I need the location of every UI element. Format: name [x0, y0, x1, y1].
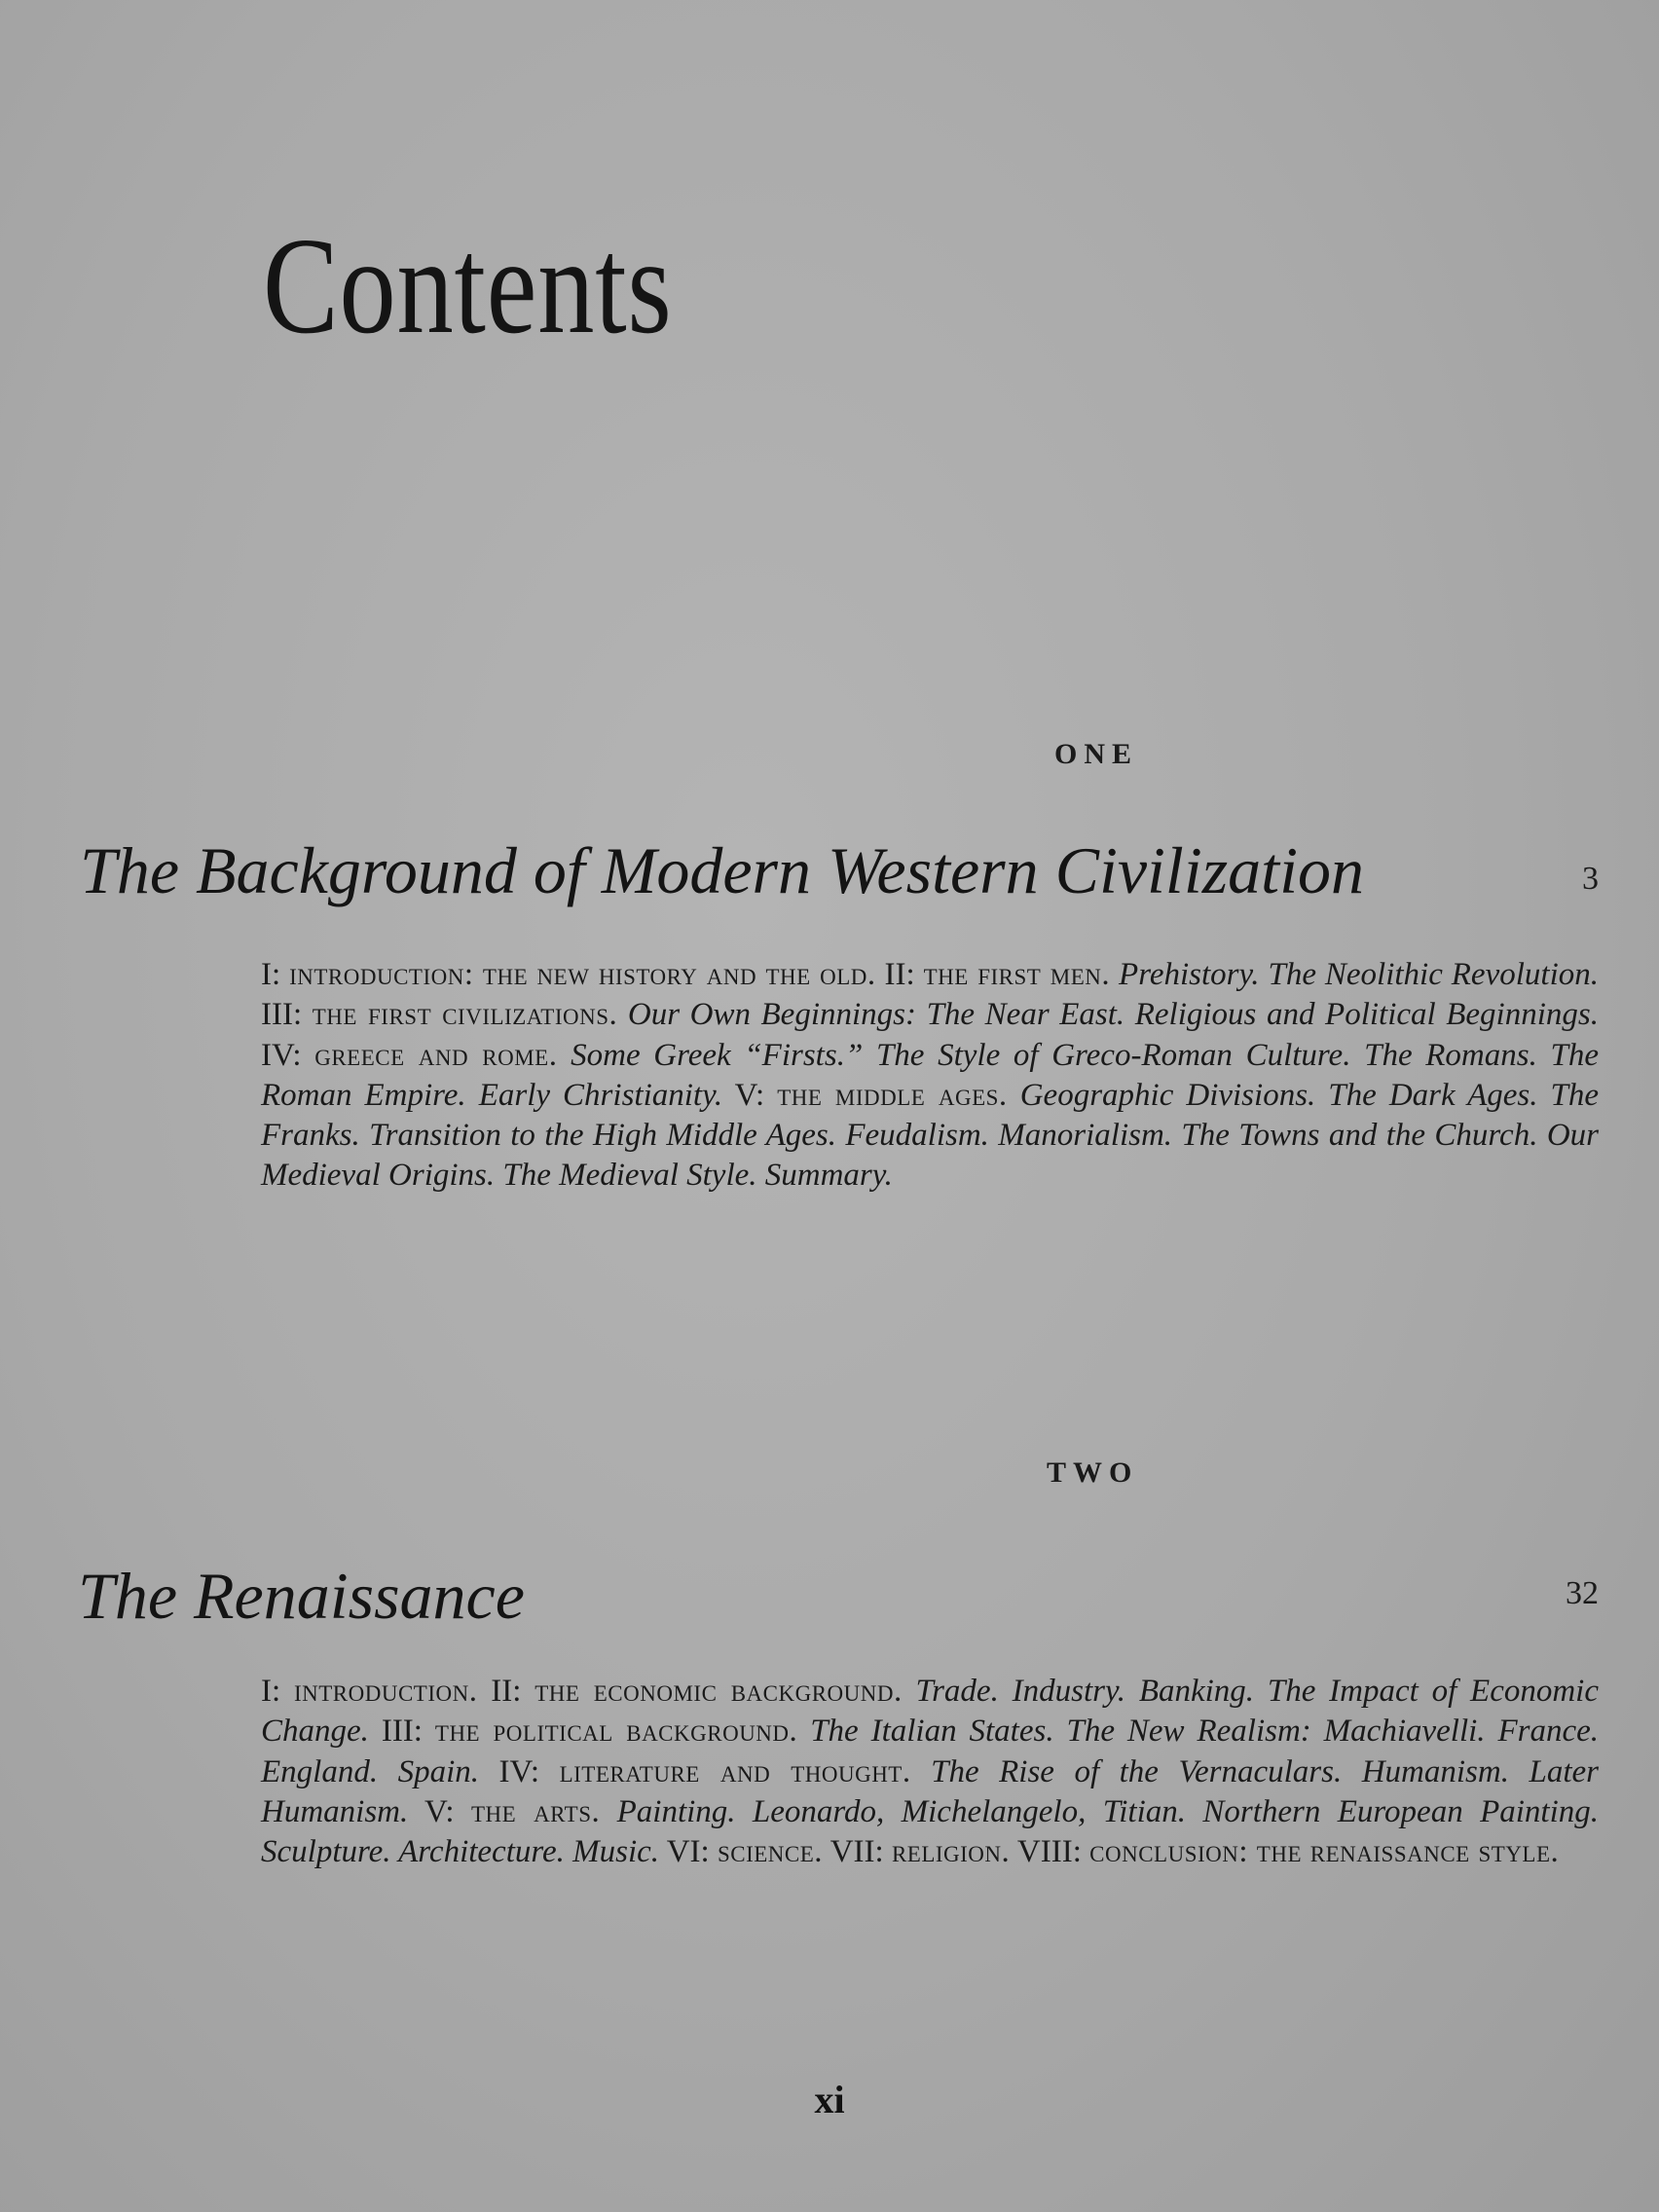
part-number: ONE	[1054, 738, 1139, 770]
section-numeral: III:	[261, 997, 313, 1033]
section-numeral: V:	[408, 1793, 471, 1829]
chapter-title: The Background of Modern Western Civilization	[80, 833, 1364, 907]
section-topics: The Rise of the Vernaculars. Humanism. Later Humanism.	[261, 1753, 1599, 1829]
section-numeral: VII:	[823, 1834, 892, 1870]
chapter-page-number: 32	[1566, 1575, 1599, 1611]
section-numeral: IV:	[479, 1753, 560, 1789]
section-topics: Painting. Leonardo, Michelangelo, Titian. Northern European Painting. Sculpture. Architecture. Music.	[261, 1793, 1599, 1870]
chapter-summary	[261, 955, 1599, 1197]
section-heading: science.	[717, 1834, 824, 1870]
section-numeral: II:	[477, 1674, 535, 1709]
section-topics: The Italian States. The New Realism: Machiavelli. France. England. Spain.	[261, 1714, 1599, 1789]
section-heading: conclusion: the renaissance style.	[1089, 1834, 1560, 1870]
chapter-summary	[261, 1672, 1599, 1872]
section-heading: the economic background.	[535, 1674, 903, 1709]
section-heading: the first men.	[923, 957, 1111, 992]
section-heading: introduction: the new history and the old.	[289, 957, 876, 992]
section-numeral: VI:	[659, 1834, 718, 1870]
section-heading: religion.	[891, 1834, 1011, 1870]
section-numeral: III:	[368, 1714, 435, 1750]
section-numeral: II:	[875, 957, 924, 992]
section-heading: introduction.	[293, 1674, 478, 1709]
section-heading: greece and rome.	[314, 1037, 558, 1073]
section-numeral: I:	[261, 957, 290, 992]
section-topics: Trade. Industry. Banking. The Impact of Economic Change.	[261, 1674, 1599, 1750]
section-numeral: V:	[722, 1077, 778, 1113]
section-heading: the middle ages.	[777, 1077, 1008, 1113]
section-heading: literature and thought.	[559, 1753, 911, 1789]
section-topics: Our Own Beginnings: The Near East. Religious and Political Beginnings.	[617, 997, 1599, 1033]
section-topics: Geographic Divisions. The Dark Ages. The Franks. Transition to the High Middle Ages. Feudalism. Manorialism. The Towns and the Church. Our Medieval Origins. The Medieval Style. Summary.	[261, 1077, 1600, 1194]
section-topics: Some Greek “Firsts.” The Style of Greco-Roman Culture. The Romans. The Roman Empire. Early Christianity.	[261, 1037, 1599, 1113]
section-heading: the political background.	[434, 1714, 798, 1750]
section-numeral: I:	[261, 1674, 294, 1709]
section-heading: the arts.	[470, 1793, 601, 1829]
section-topics: Prehistory. The Neolithic Revolution.	[1110, 957, 1599, 992]
page-title: Contents	[263, 208, 673, 362]
page-folio: xi	[814, 2078, 845, 2121]
section-numeral: VIII:	[1010, 1834, 1090, 1870]
section-heading: the first civilizations.	[312, 997, 618, 1033]
section-numeral: IV:	[261, 1037, 315, 1073]
chapter-title: The Renaissance	[78, 1559, 525, 1633]
chapter-page-number: 3	[1582, 861, 1599, 897]
part-number: TWO	[1047, 1456, 1139, 1489]
